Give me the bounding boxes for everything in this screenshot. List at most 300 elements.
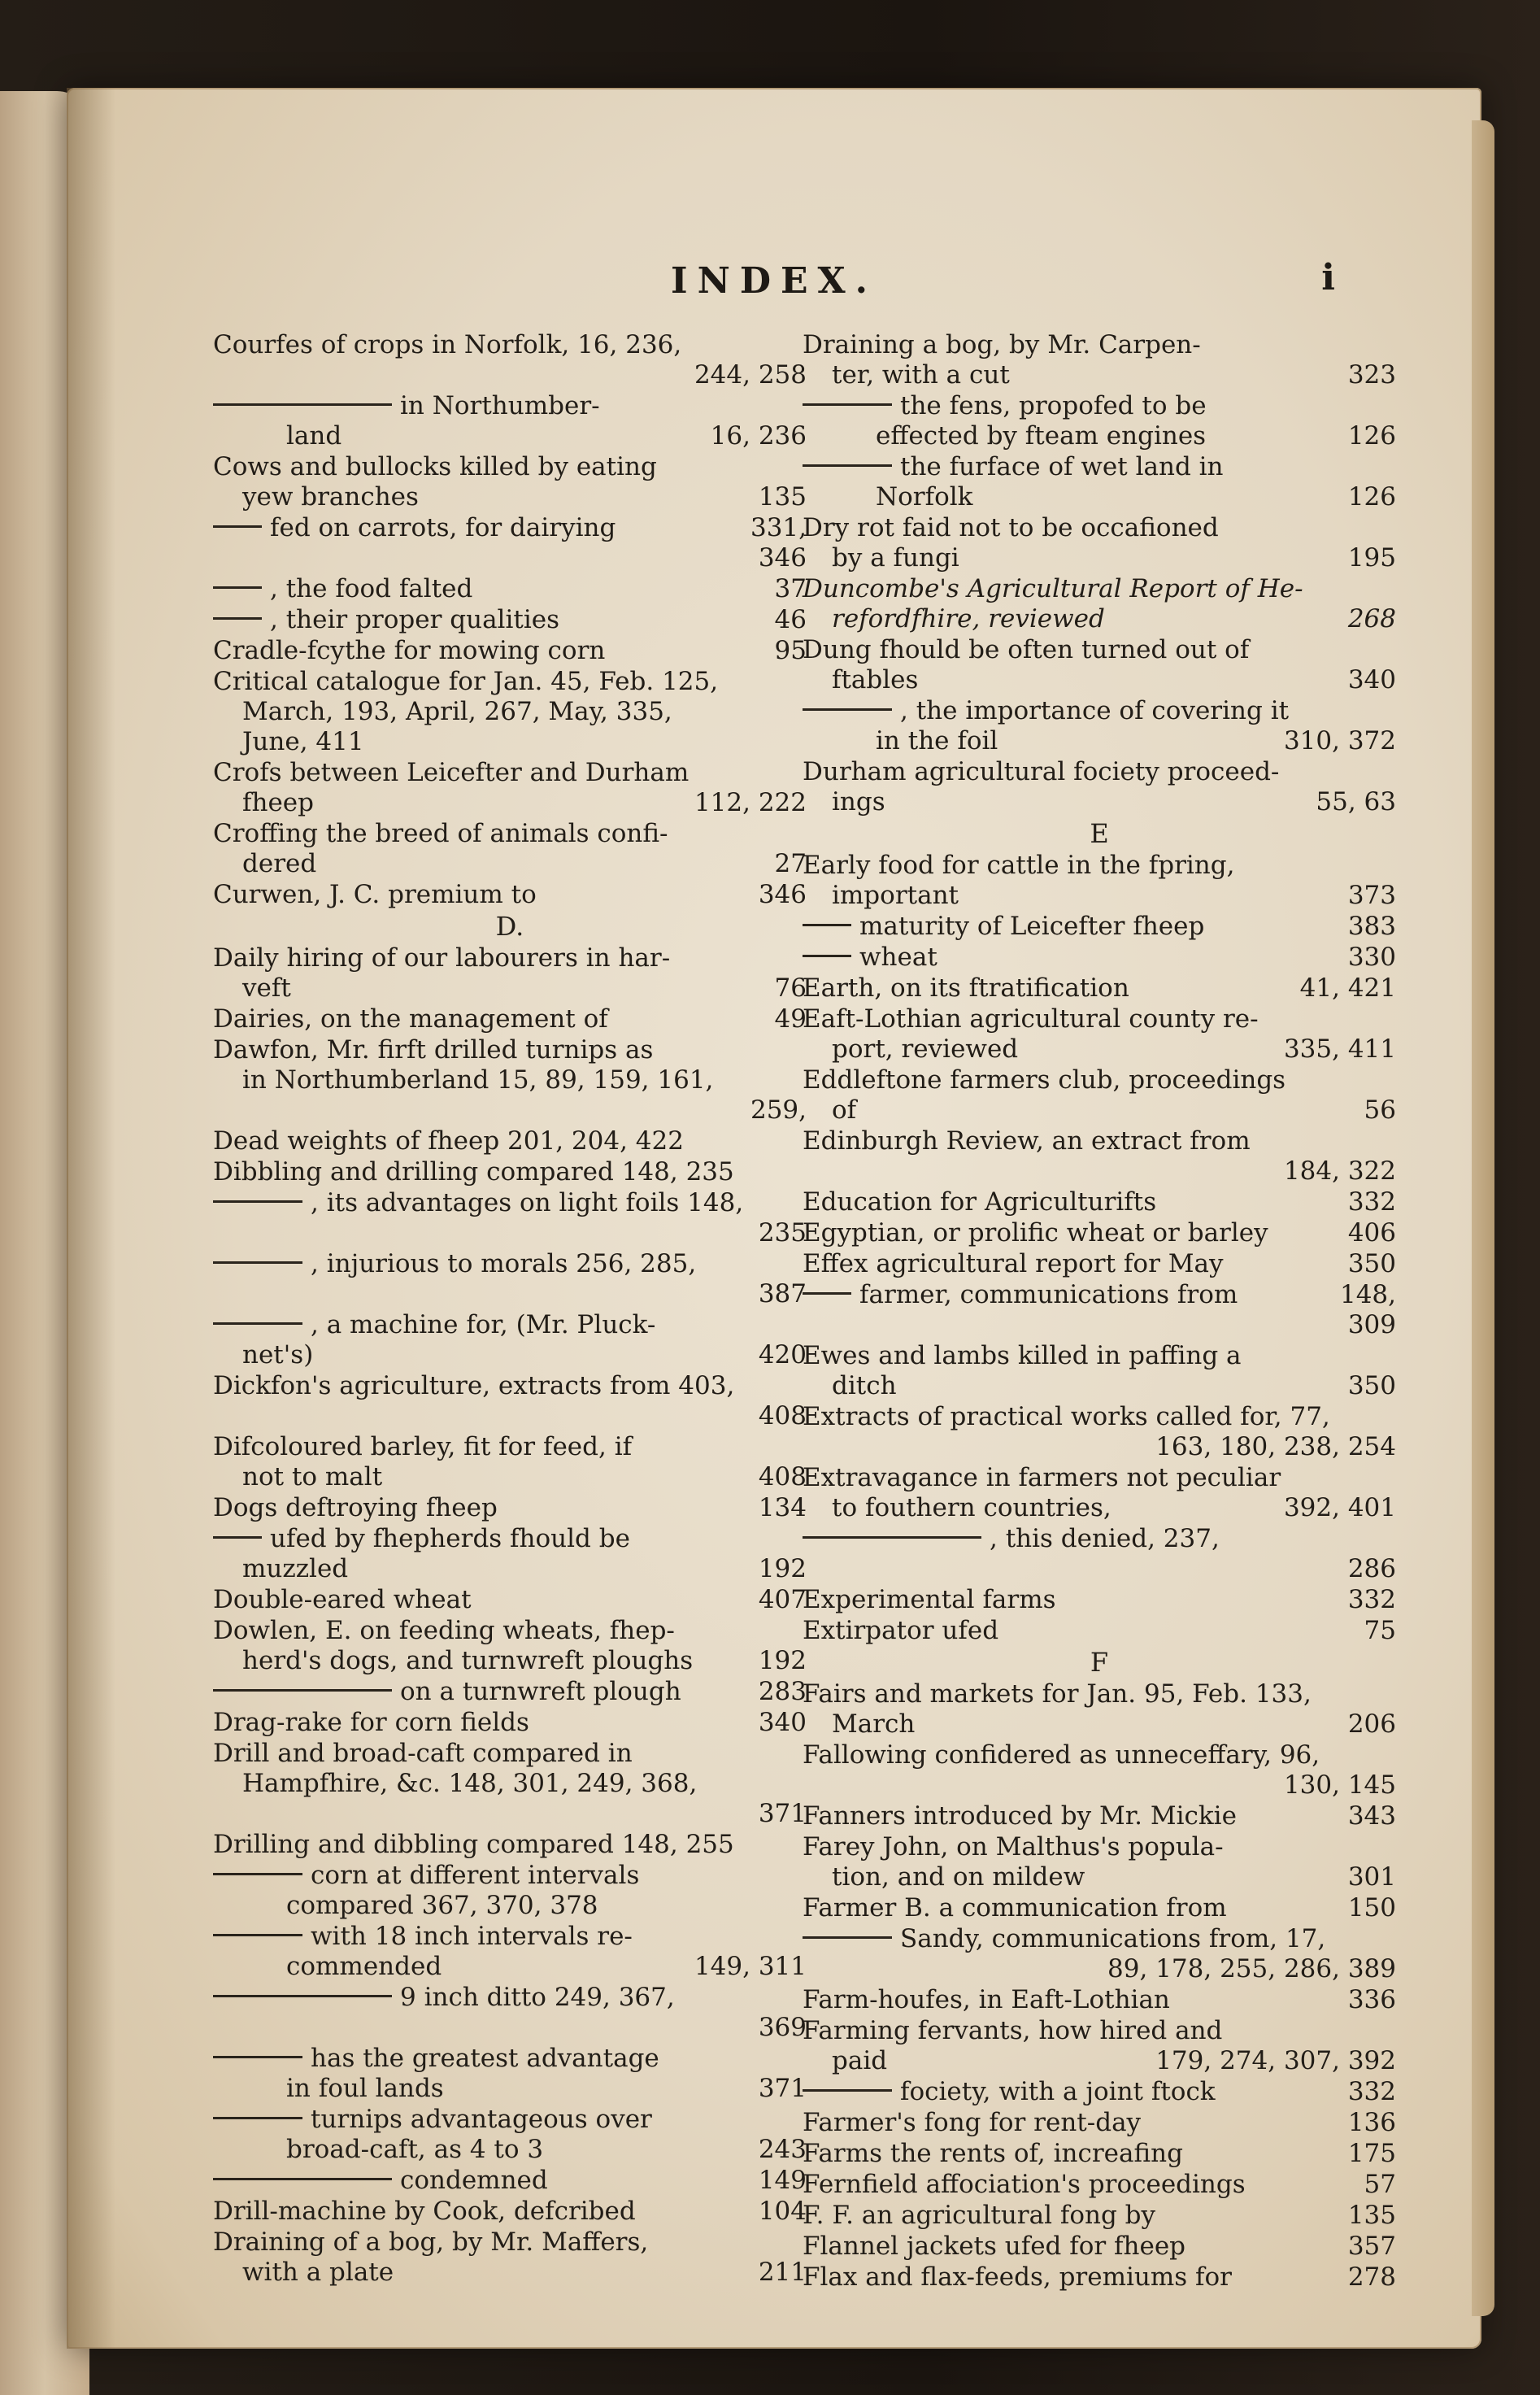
index-line — [803, 1371, 1396, 1401]
index-entry — [803, 1679, 1396, 1740]
index-text: Experimental farms — [803, 1585, 1056, 1614]
index-entry — [803, 574, 1396, 634]
index-text: , this denied, 237, — [990, 1524, 1220, 1553]
index-entry — [803, 1187, 1396, 1217]
index-line — [213, 1340, 807, 1370]
ditto-dash — [213, 403, 392, 406]
index-entry — [803, 1832, 1396, 1892]
index-text: in foul lands — [286, 2074, 444, 2103]
index-line — [213, 1157, 807, 1187]
index-text: Sandy, communications from, 17, — [900, 1924, 1326, 1953]
index-text: Early food for cattle in the fpring, — [803, 851, 1235, 880]
index-line — [803, 2016, 1396, 2046]
index-text: Farm-houfes, in Eaft-Lothian — [803, 1985, 1170, 2014]
index-text: tion, and on mildew — [832, 1862, 1085, 1892]
index-page-refs: 310, 372 — [1283, 726, 1396, 756]
index-page-refs: 371 — [758, 1799, 807, 1828]
index-section-letter: D. — [495, 911, 524, 942]
index-text: Eaft-Lothian agricultural county re- — [803, 1004, 1259, 1034]
index-line — [213, 2135, 807, 2165]
index-entry — [213, 1739, 807, 1829]
index-text: ftables — [832, 665, 919, 695]
index-line — [213, 2197, 807, 2227]
index-entry — [803, 2232, 1396, 2262]
index-page-refs: 420 — [758, 1340, 807, 1370]
index-line — [803, 1862, 1396, 1892]
index-page-refs: 387 — [758, 1279, 807, 1309]
index-text: Daily hiring of our labourers in har- — [213, 943, 671, 973]
index-text: on a turnwreft plough — [400, 1677, 681, 1706]
ditto-dash — [213, 617, 262, 620]
index-line — [803, 1770, 1396, 1801]
index-subentry — [213, 574, 807, 604]
index-entry — [213, 1830, 807, 1860]
index-subentry — [213, 1922, 807, 1982]
index-subentry — [803, 696, 1396, 756]
index-page-refs: 195 — [1347, 543, 1396, 573]
index-line — [803, 1432, 1396, 1462]
index-page-refs: 135 — [758, 482, 807, 512]
index-entry — [213, 1493, 807, 1523]
index-entry — [213, 1708, 807, 1738]
index-line — [803, 1801, 1396, 1831]
index-text: in the foil — [876, 726, 998, 756]
page-folio: i — [1321, 257, 1335, 298]
index-page-refs: 27 — [774, 849, 807, 878]
index-entry — [803, 1585, 1396, 1615]
ditto-dash — [213, 1322, 302, 1325]
index-text: Ewes and lambs killed in paffing a — [803, 1341, 1242, 1370]
index-line — [803, 543, 1396, 573]
index-subentry — [803, 2077, 1396, 2107]
index-line — [803, 851, 1396, 881]
ditto-dash — [803, 1936, 892, 1939]
index-entry — [213, 1432, 807, 1492]
index-page-refs: 350 — [1347, 1371, 1396, 1400]
index-line — [213, 1891, 807, 1921]
index-page-refs: 283 — [758, 1677, 807, 1706]
index-text: Dung fhould be often turned out of — [803, 635, 1250, 664]
index-line — [803, 1679, 1396, 1709]
index-line — [803, 482, 1396, 512]
index-subentry — [213, 2105, 807, 2165]
index-text: compared 367, 370, 378 — [286, 1891, 598, 1920]
index-page-refs: 340 — [758, 1708, 807, 1737]
index-line — [213, 1065, 807, 1095]
index-page-refs: 268 — [1347, 604, 1396, 634]
index-page-refs: 56 — [1364, 1095, 1396, 1125]
index-text: Drill and broad-caft compared in — [213, 1739, 633, 1768]
index-page-refs: 336 — [1347, 1985, 1396, 2014]
index-entry — [213, 880, 807, 910]
index-page-refs: 332 — [1347, 1585, 1396, 1614]
index-page-refs: 150 — [1347, 1893, 1396, 1923]
index-subentry — [803, 1280, 1396, 1340]
index-text: , the importance of covering it — [900, 696, 1290, 725]
index-line — [213, 727, 807, 757]
index-text: refordfhire, reviewed — [832, 604, 1105, 634]
index-page-refs: 407 — [758, 1585, 807, 1614]
index-line — [803, 360, 1396, 390]
index-text: condemned — [400, 2166, 548, 2195]
index-line — [803, 1249, 1396, 1279]
index-entry — [803, 1065, 1396, 1126]
index-text: fociety, with a joint ftock — [900, 2077, 1216, 2106]
index-line — [213, 330, 807, 360]
index-entry — [803, 1004, 1396, 1065]
index-line — [213, 1249, 807, 1279]
ditto-dash — [803, 708, 892, 711]
index-text: corn at different intervals — [311, 1861, 640, 1890]
index-text: Durham agricultural fociety proceed- — [803, 757, 1280, 786]
index-page-refs: 343 — [1347, 1801, 1396, 1831]
index-entry — [803, 1463, 1396, 1523]
index-line — [803, 2046, 1396, 2076]
index-page-refs: 75 — [1364, 1616, 1396, 1645]
index-text: Cradle-fcythe for mowing corn — [213, 636, 606, 665]
index-line — [213, 1830, 807, 1860]
ditto-dash — [213, 1200, 302, 1203]
index-line — [213, 1677, 807, 1707]
index-page-refs: 148, — [1339, 1280, 1396, 1309]
index-text: Eddleftone farmers club, proceedings — [803, 1065, 1286, 1095]
index-line — [803, 696, 1396, 726]
index-page-refs: 335, 411 — [1283, 1034, 1396, 1064]
index-text: Dawfon, Mr. firft drilled turnips as — [213, 1035, 654, 1065]
index-line — [213, 452, 807, 482]
index-line — [213, 1585, 807, 1615]
index-text: has the greatest advantage — [311, 2044, 659, 2073]
index-entry — [213, 1616, 807, 1676]
index-line — [213, 973, 807, 1004]
index-text: wheat — [859, 943, 937, 972]
index-page-refs: 206 — [1347, 1709, 1396, 1739]
index-text: Hampfhire, &c. 148, 301, 249, 368, — [242, 1769, 698, 1798]
index-text: Extracts of practical works called for, 77, — [803, 1402, 1330, 1431]
ditto-dash — [803, 464, 892, 467]
index-line — [803, 973, 1396, 1004]
index-line — [803, 1065, 1396, 1095]
index-line — [803, 787, 1396, 817]
index-line — [213, 1799, 807, 1829]
index-text: Fanners introduced by Mr. Mickie — [803, 1801, 1237, 1831]
index-entry — [213, 2197, 807, 2227]
index-page-refs: 331, — [750, 513, 807, 542]
index-text: muzzled — [242, 1554, 349, 1583]
index-subentry — [213, 2166, 807, 2196]
index-page-refs: 192 — [758, 1646, 807, 1675]
index-subentry — [213, 513, 807, 573]
index-page-refs: 89, 178, 255, 286, 389 — [1107, 1954, 1396, 1983]
index-line — [803, 391, 1396, 421]
index-text: Crofs between Leicefter and Durham — [213, 758, 690, 787]
index-line — [213, 1952, 807, 1982]
index-text: Farey John, on Malthus's popula- — [803, 1832, 1224, 1862]
index-line — [803, 635, 1396, 665]
index-line — [213, 2044, 807, 2074]
index-section-letter: F — [1090, 1647, 1109, 1678]
index-text: Flax and flax-feeds, premiums for — [803, 2262, 1232, 2292]
index-column-left — [213, 330, 807, 2288]
ditto-dash — [803, 924, 851, 926]
index-entry — [213, 943, 807, 1004]
index-page-refs: 383 — [1347, 912, 1396, 941]
index-text: 9 inch ditto 249, 367, — [400, 1983, 675, 2012]
index-text: Draining of a bog, by Mr. Maffers, — [213, 2227, 649, 2257]
index-text: yew branches — [242, 482, 419, 512]
index-entry — [213, 1157, 807, 1187]
index-text: Education for Agriculturifts — [803, 1187, 1157, 1217]
index-page-refs: 175 — [1347, 2139, 1396, 2168]
ditto-dash — [213, 586, 262, 589]
index-page-refs: 235 — [758, 1218, 807, 1248]
index-line — [803, 2262, 1396, 2293]
index-line — [803, 1341, 1396, 1371]
page-gutter-shadow — [67, 88, 115, 2349]
index-entry — [213, 2227, 807, 2288]
ditto-dash — [803, 403, 892, 406]
index-line — [213, 1126, 807, 1156]
index-line — [803, 1924, 1396, 1954]
index-line — [213, 1462, 807, 1492]
index-text: of — [832, 1095, 857, 1125]
ditto-dash — [803, 1292, 851, 1295]
index-text: maturity of Leicefter fheep — [859, 912, 1205, 941]
index-line — [213, 1432, 807, 1462]
index-page-refs: 330 — [1347, 943, 1396, 972]
index-text: Dry rot faid not to be occafioned — [803, 513, 1219, 542]
index-page-refs: 135 — [1347, 2201, 1396, 2230]
index-line — [803, 1740, 1396, 1770]
index-entry — [803, 851, 1396, 911]
index-page-refs: 301 — [1347, 1862, 1396, 1892]
index-line — [213, 1095, 807, 1126]
index-line — [213, 1646, 807, 1676]
index-entry — [213, 1126, 807, 1156]
index-page-refs: 243 — [758, 2135, 807, 2164]
index-entry — [803, 757, 1396, 817]
index-text: dered — [242, 849, 317, 878]
index-text: ufed by fhepherds fhould be — [270, 1524, 630, 1553]
index-line — [803, 513, 1396, 543]
index-subentry — [213, 1983, 807, 2043]
index-text: land — [286, 421, 342, 451]
index-line — [803, 1126, 1396, 1156]
index-text: Difcoloured barley, fit for feed, if — [213, 1432, 633, 1461]
index-entry — [803, 1985, 1396, 2015]
index-entry — [213, 452, 807, 512]
index-text: June, 411 — [242, 727, 364, 756]
ditto-dash — [213, 1873, 302, 1875]
index-line — [213, 605, 807, 635]
index-page-refs: 126 — [1347, 482, 1396, 512]
index-text: , its advantages on light foils 148, — [311, 1188, 744, 1217]
index-text: , their proper qualities — [270, 605, 560, 634]
index-line — [213, 1279, 807, 1309]
index-line — [803, 1034, 1396, 1065]
index-line — [803, 1524, 1396, 1554]
index-text: Farming fervants, how hired and — [803, 2016, 1223, 2045]
index-line — [803, 1095, 1396, 1126]
index-line — [213, 880, 807, 910]
index-text: Fairs and markets for Jan. 95, Feb. 133, — [803, 1679, 1312, 1709]
index-text: herd's dogs, and turnwreft ploughs — [242, 1646, 694, 1675]
index-text: March, 193, April, 267, May, 335, — [242, 697, 672, 726]
running-head-title: INDEX. — [671, 260, 877, 302]
index-page-refs: 332 — [1347, 2077, 1396, 2106]
index-entry — [213, 636, 807, 666]
index-line — [803, 2077, 1396, 2107]
index-line — [803, 1310, 1396, 1340]
ditto-dash — [803, 2089, 892, 2092]
index-line — [213, 758, 807, 788]
index-line — [213, 849, 807, 879]
index-text: Norfolk — [876, 482, 973, 512]
index-entry — [803, 1893, 1396, 1923]
index-text: Extravagance in farmers not peculiar — [803, 1463, 1281, 1492]
index-line — [213, 1769, 807, 1799]
index-text: Dairies, on the management of — [213, 1004, 608, 1034]
index-entry — [803, 2108, 1396, 2138]
index-page-refs: 259, — [750, 1095, 807, 1125]
index-line — [213, 2105, 807, 2135]
index-page-refs: 16, 236 — [710, 421, 807, 451]
index-line — [213, 1035, 807, 1065]
index-text: important — [832, 881, 959, 910]
index-line — [213, 697, 807, 727]
index-section-letter: E — [1090, 818, 1109, 849]
ditto-dash — [213, 1934, 302, 1936]
index-text: turnips advantageous over — [311, 2105, 652, 2134]
index-subentry — [213, 1188, 807, 1248]
index-text: commended — [286, 1952, 442, 1981]
index-text: Croffing the breed of animals confi- — [213, 819, 668, 848]
index-subentry — [803, 1524, 1396, 1584]
index-page-refs: 76 — [774, 973, 807, 1003]
ditto-dash — [213, 2178, 392, 2180]
index-line — [803, 1585, 1396, 1615]
index-line — [803, 912, 1396, 942]
index-text: Duncombe's Agricultural Report of He- — [803, 574, 1303, 603]
index-entry — [213, 667, 807, 757]
index-column-right — [803, 330, 1396, 2293]
index-subentry — [213, 2044, 807, 2104]
index-page-refs: 332 — [1347, 1187, 1396, 1217]
index-entry — [803, 1616, 1396, 1646]
index-text: , injurious to morals 256, 285, — [311, 1249, 697, 1278]
index-text: Dibbling and drilling compared 148, 235 — [213, 1157, 734, 1187]
index-line — [213, 2166, 807, 2196]
index-line — [803, 726, 1396, 756]
index-page-refs: 211 — [758, 2258, 807, 2287]
index-line — [803, 1402, 1396, 1432]
index-page-refs: 369 — [758, 2013, 807, 2042]
index-page-refs: 192 — [758, 1554, 807, 1583]
index-line — [803, 2201, 1396, 2231]
index-subentry — [213, 605, 807, 635]
index-text: paid — [832, 2046, 888, 2075]
index-entry — [803, 635, 1396, 695]
index-page-refs: 286 — [1347, 1554, 1396, 1583]
index-line — [213, 543, 807, 573]
ditto-dash — [803, 955, 851, 957]
index-line — [803, 452, 1396, 482]
index-line — [213, 2013, 807, 2043]
ditto-dash — [213, 2056, 302, 2058]
index-line — [803, 1156, 1396, 1187]
index-line — [803, 1616, 1396, 1646]
index-line — [213, 667, 807, 697]
index-text: Draining a bog, by Mr. Carpen- — [803, 330, 1201, 359]
index-entry — [803, 2139, 1396, 2169]
index-subentry — [213, 1524, 807, 1584]
ditto-dash — [803, 1536, 981, 1539]
index-line — [803, 1832, 1396, 1862]
index-text: Farmer's fong for rent-day — [803, 2108, 1142, 2137]
index-page-refs: 371 — [758, 2074, 807, 2103]
index-subentry — [803, 452, 1396, 512]
index-line — [213, 2227, 807, 2258]
index-page — [67, 88, 1481, 2349]
index-text: Earth, on its ftratification — [803, 973, 1129, 1003]
index-entry — [803, 2201, 1396, 2231]
index-text: with 18 inch intervals re- — [311, 1922, 633, 1951]
index-page-refs: 41, 421 — [1299, 973, 1396, 1003]
index-text: , a machine for, (Mr. Pluck- — [311, 1310, 656, 1339]
index-line — [213, 2074, 807, 2104]
index-entry — [213, 819, 807, 879]
index-text: Drilling and dibbling compared 148, 255 — [213, 1830, 734, 1859]
index-line — [803, 1985, 1396, 2015]
index-entry — [803, 1801, 1396, 1831]
index-text: Drill-machine by Cook, defcribed — [213, 2197, 636, 2226]
index-text: broad-caft, as 4 to 3 — [286, 2135, 544, 2164]
index-entry — [213, 1371, 807, 1431]
index-text: Dickfon's agriculture, extracts from 403, — [213, 1371, 735, 1400]
index-line — [213, 1983, 807, 2013]
index-entry — [803, 330, 1396, 390]
index-page-refs: 55, 63 — [1316, 787, 1396, 816]
index-page-refs: 163, 180, 238, 254 — [1155, 1432, 1396, 1461]
index-page-refs: 408 — [758, 1401, 807, 1430]
index-page-refs: 130, 145 — [1283, 1770, 1396, 1800]
index-text: net's) — [242, 1340, 314, 1370]
index-line — [803, 1893, 1396, 1923]
index-text: Fernfield affociation's proceedings — [803, 2170, 1246, 2199]
index-entry — [803, 2170, 1396, 2200]
index-line — [803, 1554, 1396, 1584]
index-page-refs: 95 — [774, 636, 807, 665]
index-entry — [803, 2016, 1396, 2076]
index-text: Egyptian, or prolific wheat or barley — [803, 1218, 1268, 1248]
index-line — [213, 1861, 807, 1891]
index-page-refs: 126 — [1347, 421, 1396, 451]
index-text: Farmer B. a communication from — [803, 1893, 1227, 1923]
index-subentry — [213, 1249, 807, 1309]
index-line — [803, 943, 1396, 973]
index-line — [213, 391, 807, 421]
index-line — [803, 1187, 1396, 1217]
index-entry — [803, 1402, 1396, 1462]
index-line — [213, 2258, 807, 2288]
index-line — [213, 482, 807, 512]
index-entry — [803, 1249, 1396, 1279]
index-text: veft — [242, 973, 291, 1003]
index-page-refs: 406 — [1347, 1218, 1396, 1248]
index-text: Dowlen, E. on feeding wheats, fhep- — [213, 1616, 675, 1645]
index-line — [803, 2139, 1396, 2169]
index-entry — [213, 330, 807, 390]
